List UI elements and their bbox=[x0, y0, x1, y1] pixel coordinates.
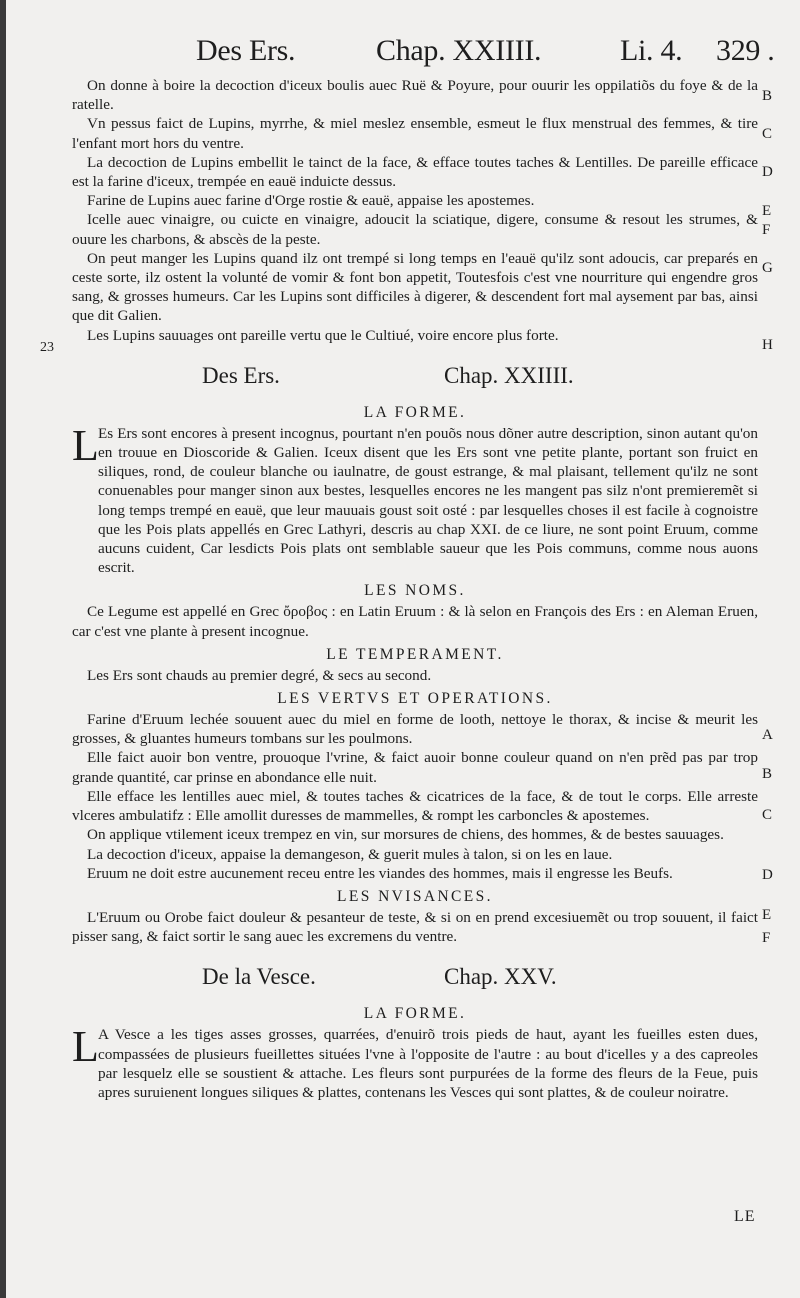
margin-letter: C bbox=[762, 126, 773, 142]
running-head bbox=[196, 34, 784, 74]
chapter-title: De la Vesce. bbox=[202, 964, 316, 990]
margin-letter: F bbox=[762, 930, 771, 946]
paragraph: Farine d'Eruum lechée souuent auec du miel en forme de looth, nettoye le thorax, & incise & meurit les grosses, & gluantes humeurs tombans sur les poulmons. bbox=[72, 711, 758, 748]
margin-letter: H bbox=[762, 337, 773, 353]
section-heading: LA FORME. bbox=[363, 403, 467, 421]
section-heading: LE TEMPERAMENT. bbox=[326, 645, 504, 663]
paragraph: Farine de Lupins auec farine d'Orge rostie & eauë, appaise les apostemes. bbox=[87, 192, 535, 210]
margin-letter: C bbox=[762, 807, 773, 823]
paragraph: On peut manger les Lupins quand ilz ont trempé si long temps en l'eauë qu'ilz sont adoucis, car preparés en ceste sorte, ilz ostent la volunté de vomir & font bon appetit, Toutesfois c'est vne nourriture qui engendre gros sang, & grosses humeurs. Car les Lupins sont difficiles à digerer, & descendent fort mal aysement par bas, ainsi que dit Galien. bbox=[72, 249, 758, 325]
paragraph-text: Es Ers sont encores à present incognus, pourtant n'en pouõs nous dõner autre description, sinon autant qu'on en trouue en Dioscoride & Galien. Iceux disent que les Ers sont vne petite plante, portant son fruict en siliques, rond, de couleur blanche ou iaulnatre, de goust estrange, & mal plaisant, tellement qu'ilz ne sont conuenables pour manger sinon aux bestes, lesquelles encores ne les mangent pas silz n'ont premieremẽt si long temps trempé en eauë, que leur mauuais goust soit osté : par lesquelles choses il est facile à cognoistre que les Pois plats appellés en Grec Lathyri, descris au chap XXI. de ce liure, ne sont point Eruum, comme aucuns cuident, Car lesdicts Pois plats ont semblable saueur que les Pois communs, comme nous auons escrit. bbox=[98, 424, 758, 577]
paragraph-with-dropcap bbox=[72, 1022, 758, 1102]
paragraph: Elle efface les lentilles auec miel, & toutes taches & cicatrices de la face, & de tout le corps. Elle arreste vlceres ambulatifz : Elle amollit duresses de mammelles, & rompt les carboncles & apostemes. bbox=[72, 787, 758, 825]
section-heading: LA FORME. bbox=[363, 1005, 467, 1023]
drop-cap: L bbox=[72, 420, 99, 470]
section-heading: LES NOMS. bbox=[364, 582, 466, 600]
margin-letter: D bbox=[762, 164, 773, 180]
paragraph: Ce Legume est appellé en Grec ὄροβος : en Latin Eruum : & là selon en François des Ers : en Aleman Eruen, car c'est vne plante à present incognue. bbox=[72, 603, 758, 640]
chapter-number: Chap. XXIIII. bbox=[444, 362, 574, 388]
page-number: 329 . bbox=[716, 34, 775, 67]
paragraph: Les Ers sont chauds au premier degré, & secs au second. bbox=[87, 666, 432, 684]
paragraph: Elle faict auoir bon ventre, prouoque l'vrine, & faict auoir bonne couleur quand on n'en prẽd pas par trop grande quantité, car prinse en abondance elle nuit. bbox=[72, 749, 758, 786]
paragraph: Icelle auec vinaigre, ou cuicte en vinaigre, adoucit la sciatique, digere, consume & resout les strumes, & ouure les charbons, & abscès de la peste. bbox=[72, 211, 758, 248]
margin-letter: B bbox=[762, 88, 773, 104]
chapter-heading bbox=[72, 960, 758, 1000]
section-heading: LES NVISANCES. bbox=[337, 887, 493, 905]
margin-letter: E bbox=[762, 907, 772, 923]
paragraph-with-dropcap bbox=[72, 420, 758, 578]
margin-letter: B bbox=[762, 766, 773, 782]
paragraph: Vn pessus faict de Lupins, myrrhe, & miel meslez ensemble, esmeut le flux menstrual des femmes, & tire l'enfant mort hors du ventre. bbox=[72, 115, 758, 152]
paragraph: On donne à boire la decoction d'iceux boulis auec Ruë & Poyure, pour ouurir les oppilatiõs du foye & de la ratelle. bbox=[72, 77, 758, 114]
margin-letter: D bbox=[762, 867, 773, 883]
section-heading: LES VERTVS ET OPERATIONS. bbox=[277, 690, 553, 708]
running-head-left: Des Ers. bbox=[196, 34, 296, 67]
chapter-heading bbox=[72, 359, 758, 399]
paragraph: On applique vtilement iceux trempez en vin, sur morsures de chiens, des hommes, & de bestes sauuages. bbox=[87, 826, 724, 844]
chapter-number: Chap. XXV. bbox=[444, 964, 557, 990]
margin-letter: A bbox=[762, 727, 773, 743]
margin-letter: F bbox=[762, 222, 771, 238]
paragraph: L'Eruum ou Orobe faict douleur & pesanteur de teste, & si on en prend excesiuemẽt ou trop souuent, il faict pisser sang, & faict sortir le sang auec les excremens du ventre. bbox=[72, 908, 758, 946]
paragraph: La decoction de Lupins embellit le tainct de la face, & efface toutes taches & Lentilles. De pareille efficace est la farine d'iceux, trempée en eauë induicte dessus. bbox=[72, 153, 758, 191]
margin-letter: E bbox=[762, 203, 772, 219]
chapter-title: Des Ers. bbox=[202, 362, 280, 388]
page-gutter-shadow bbox=[0, 0, 6, 1298]
running-head-book: Li. 4. bbox=[620, 34, 683, 67]
catchword: LE bbox=[734, 1208, 756, 1225]
paragraph: Eruum ne doit estre aucunement receu entre les viandes des hommes, mais il engresse les Beufs. bbox=[87, 864, 673, 882]
paragraph-text: A Vesce a les tiges asses grosses, quarrées, d'enuirõ trois pieds de haut, ayant les fueilles esten dues, compassées de plusieurs fueillettes situées l'vne à l'opposite de l'autre : au bout d'icelles y a des capreoles par lesquelz elle se soustient & attache. Les fleurs sont purpurées de la forme des fleurs de la Feue, puis apres suruienent longues siliques & plattes, contenans les Vesces qui sont plattes, & de couleur noiratre. bbox=[98, 1026, 758, 1101]
page-body bbox=[72, 76, 758, 1102]
paragraph: La decoction d'iceux, appaise la demangeson, & guerit mules à talon, si on les en laue. bbox=[87, 845, 613, 863]
paragraph: Les Lupins sauuages ont pareille vertu que le Cultiué, voire encore plus forte. bbox=[87, 326, 559, 344]
running-head-chapter: Chap. XXIIII. bbox=[376, 34, 542, 67]
margin-letter: G bbox=[762, 260, 773, 276]
drop-cap: L bbox=[72, 1022, 99, 1072]
margin-note: 23 bbox=[40, 340, 54, 355]
